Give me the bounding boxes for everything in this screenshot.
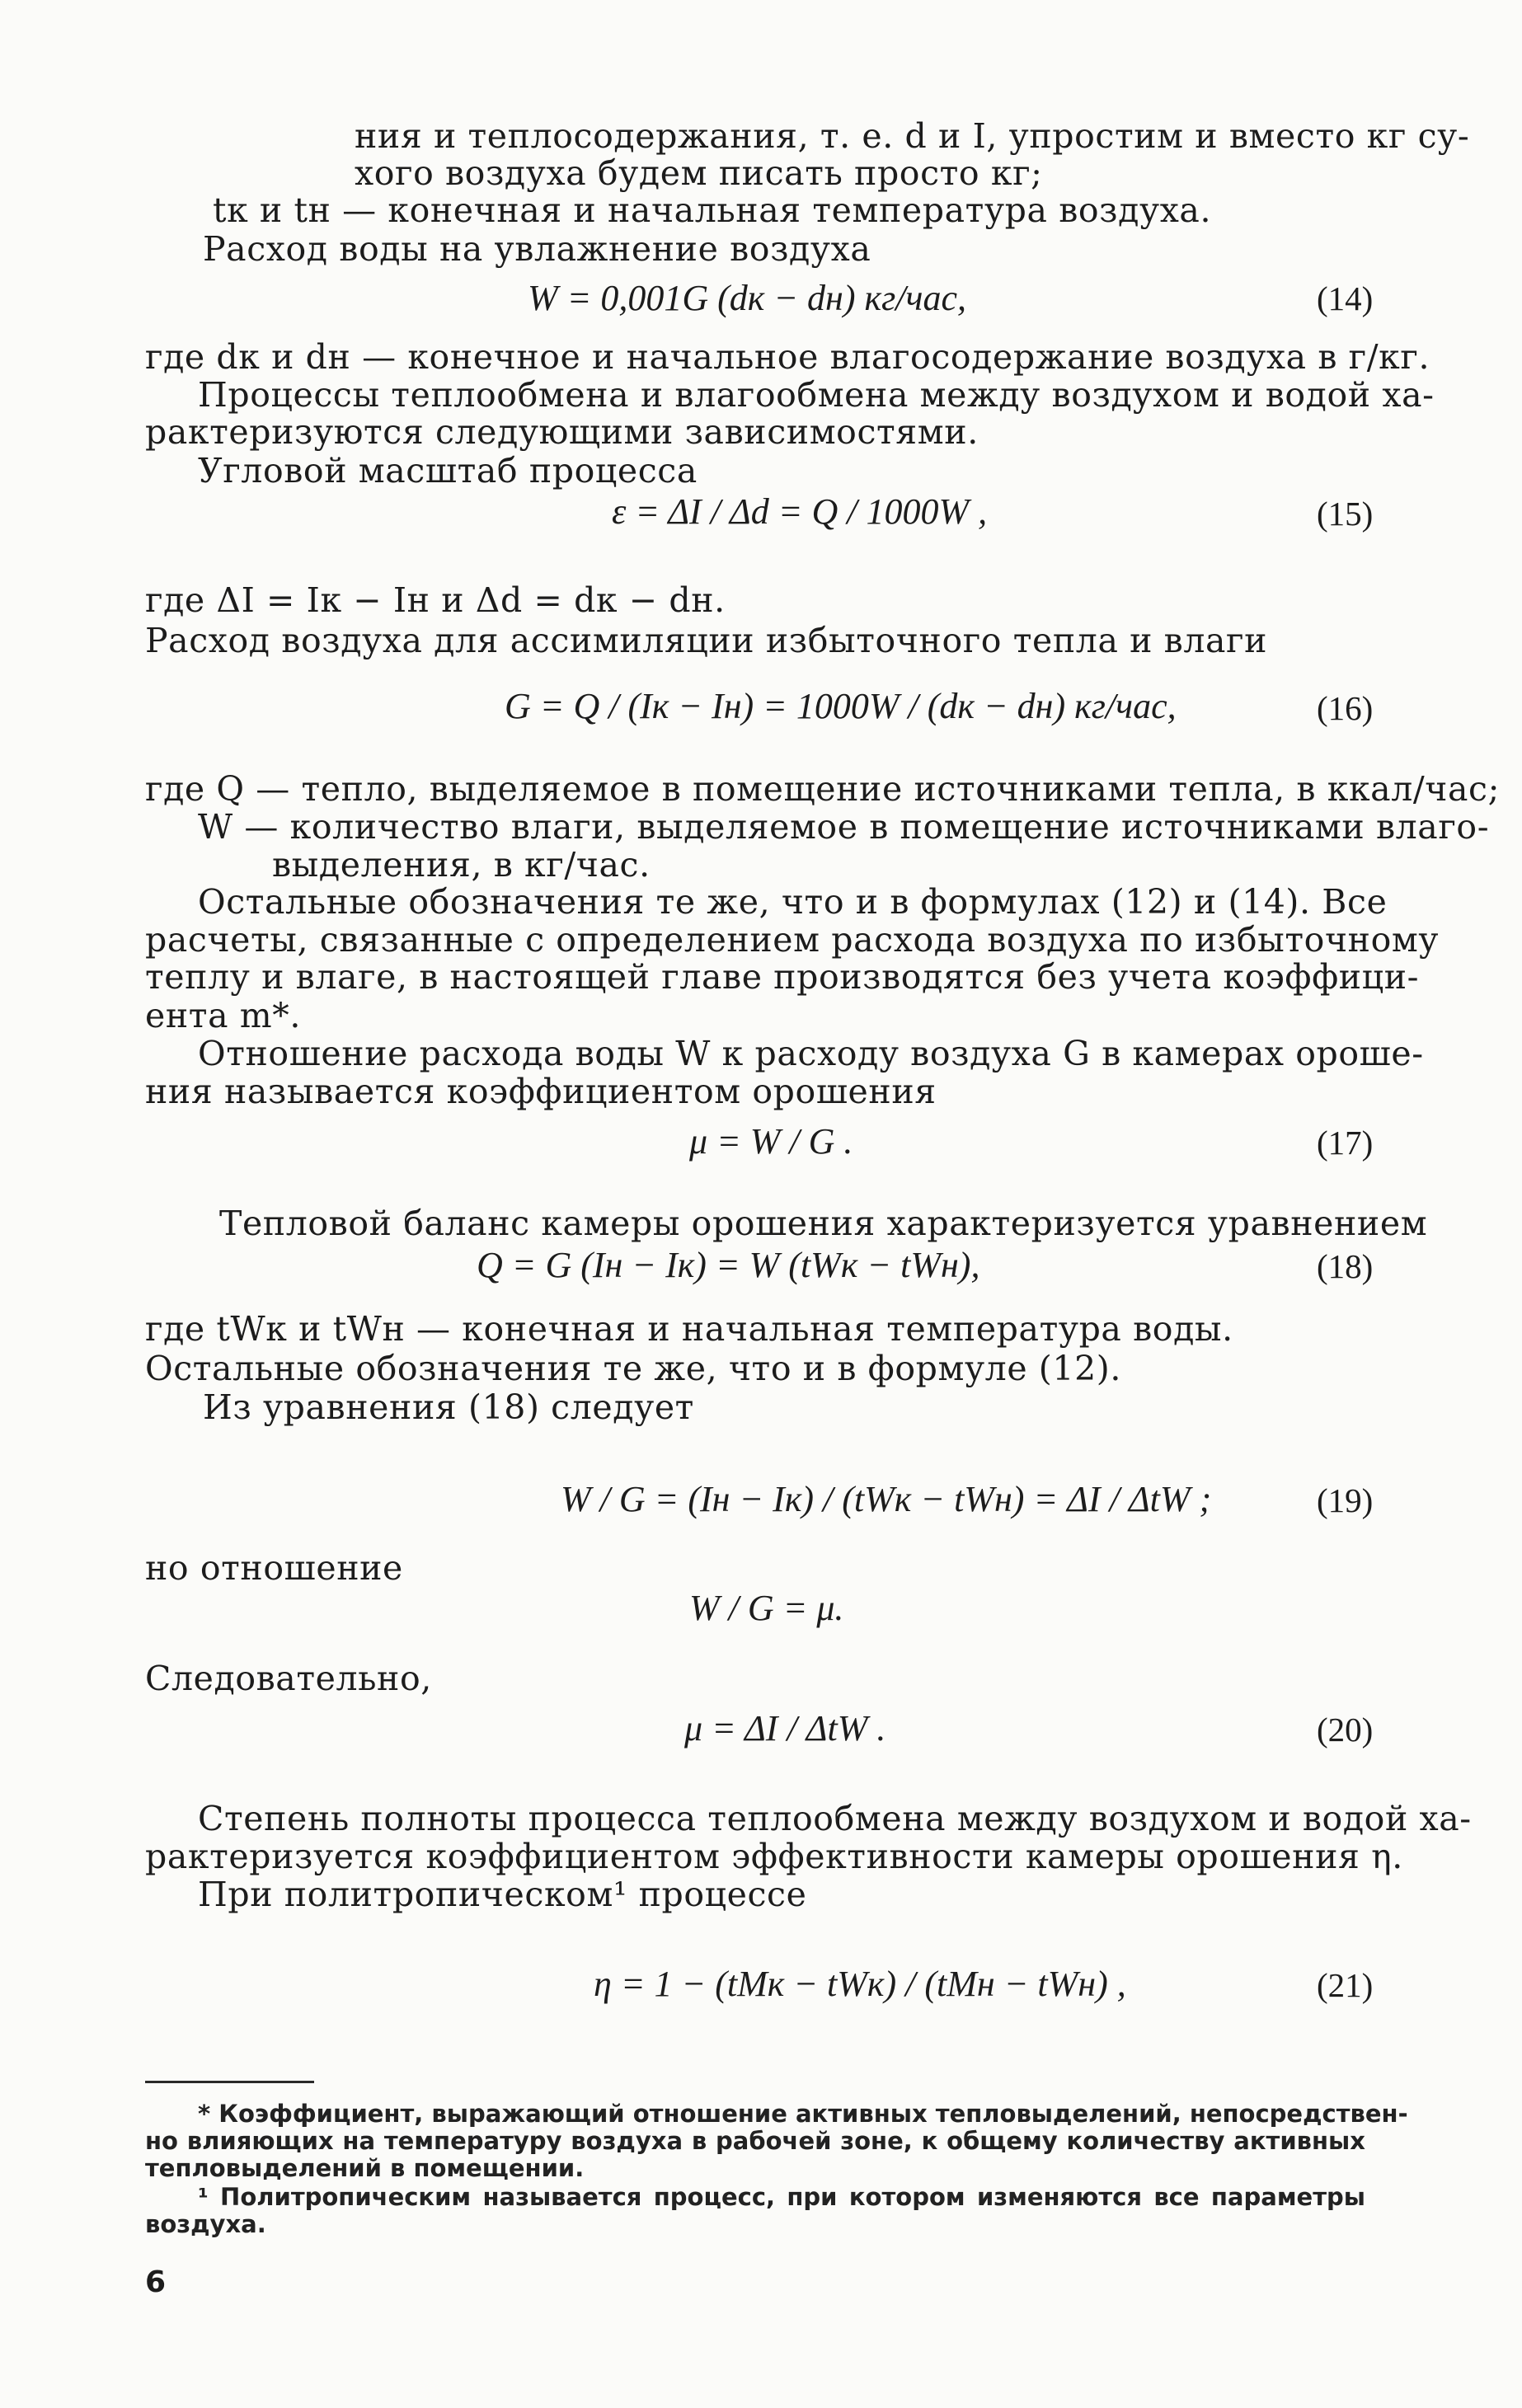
text-line: хого воздуха будем писать просто кг; — [355, 153, 1043, 193]
text-line: Остальные обозначения те же, что и в формуле (12). — [145, 1349, 1122, 1388]
text-line: Тепловой баланс камеры орошения характеризуется уравнением — [219, 1204, 1428, 1243]
equation-number: (19) — [1317, 1481, 1374, 1519]
text-line: Степень полноты процесса теплообмена между воздухом и водой ха- — [198, 1799, 1472, 1838]
formula-19: W / G = (Iн − Iк) / (tWк − tWн) = ΔI / ΔtW ; — [561, 1479, 1212, 1519]
text-line: рактеризуются следующими зависимостями. — [145, 412, 979, 452]
formula-17: μ = W / G . — [689, 1121, 853, 1162]
text-line: Расход воздуха для ассимиляции избыточного тепла и влаги — [145, 621, 1268, 660]
text-line: При политропическом¹ процессе — [198, 1875, 807, 1914]
text-line: Следовательно, — [145, 1659, 432, 1698]
text-line: где ΔI = Iк − Iн и Δd = dк − dн. — [145, 580, 726, 620]
equation-number: (18) — [1317, 1247, 1374, 1285]
formula-18: Q = G (Iн − Iк) = W (tWк − tWн), — [477, 1245, 980, 1285]
text-line: где dк и dн — конечное и начальное влагосодержание воздуха в г/кг. — [145, 337, 1430, 377]
text-line: Угловой масштаб процесса — [198, 451, 698, 491]
text-line: теплу и влаге, в настоящей главе производятся без учета коэффици- — [145, 957, 1420, 997]
footnote-rule — [145, 2081, 314, 2083]
text-line: расчеты, связанные с определением расхода воздуха по избыточному — [145, 920, 1440, 960]
formula-21: η = 1 − (tMк − tWк) / (tMн − tWн) , — [594, 1964, 1126, 2004]
text-line: где Q — тепло, выделяемое в помещение источниками тепла, в ккал/час; — [145, 769, 1501, 809]
text-line: Процессы теплообмена и влагообмена между воздухом и водой ха- — [198, 375, 1435, 415]
formula-19b: W / G = μ. — [689, 1588, 844, 1628]
footnote-line: * Коэффициент, выражающий отношение активных тепловыделений, непосредствен- — [198, 2100, 1408, 2128]
formula-16: G = Q / (Iк − Iн) = 1000W / (dк − dн) кг/час, — [505, 686, 1177, 726]
text-line: ния называется коэффициентом орошения — [145, 1072, 937, 1111]
text-line: выделения, в кг/час. — [272, 845, 651, 885]
text-line: Остальные обозначения те же, что и в формулах (12) и (14). Все — [198, 882, 1388, 922]
formula-15: ε = ΔI / Δd = Q / 1000W , — [612, 491, 988, 532]
text-line: Отношение расхода воды W к расходу воздуха G в камерах ороше- — [198, 1034, 1424, 1073]
text-line: но отношение — [145, 1548, 403, 1588]
page-number: 6 — [145, 2265, 167, 2299]
equation-number: (17) — [1317, 1124, 1374, 1162]
equation-number: (15) — [1317, 495, 1374, 533]
text-line: ния и теплосодержания, т. е. d и I, упростим и вместо кг су- — [355, 116, 1470, 156]
equation-number: (14) — [1317, 279, 1374, 317]
footnote-line: но влияющих на температуру воздуха в рабочей зоне, к общему количеству активных — [145, 2127, 1365, 2155]
formula-14: W = 0,001G (dк − dн) кг/час, — [528, 278, 967, 318]
equation-number: (16) — [1317, 689, 1374, 727]
text-line: Расход воды на увлажнение воздуха — [203, 229, 871, 269]
formula-20: μ = ΔI / ΔtW . — [684, 1708, 886, 1748]
footnote-line: воздуха. — [145, 2210, 266, 2238]
text-line: tк и tн — конечная и начальная температура воздуха. — [213, 190, 1212, 230]
equation-number: (21) — [1317, 1966, 1374, 2004]
text-line: где tWк и tWн — конечная и начальная температура воды. — [145, 1309, 1233, 1349]
text-line: Из уравнения (18) следует — [203, 1387, 694, 1427]
footnote-line: тепловыделений в помещении. — [145, 2154, 585, 2182]
text-line: ента m*. — [145, 996, 301, 1035]
equation-number: (20) — [1317, 1711, 1374, 1748]
footnote-line: ¹ Политропическим называется процесс, при котором изменяются все параметры — [198, 2183, 1365, 2211]
text-line: W — количество влаги, выделяемое в помещение источниками влаго- — [198, 807, 1490, 847]
text-line: рактеризуется коэффициентом эффективности камеры орошения η. — [145, 1837, 1403, 1876]
